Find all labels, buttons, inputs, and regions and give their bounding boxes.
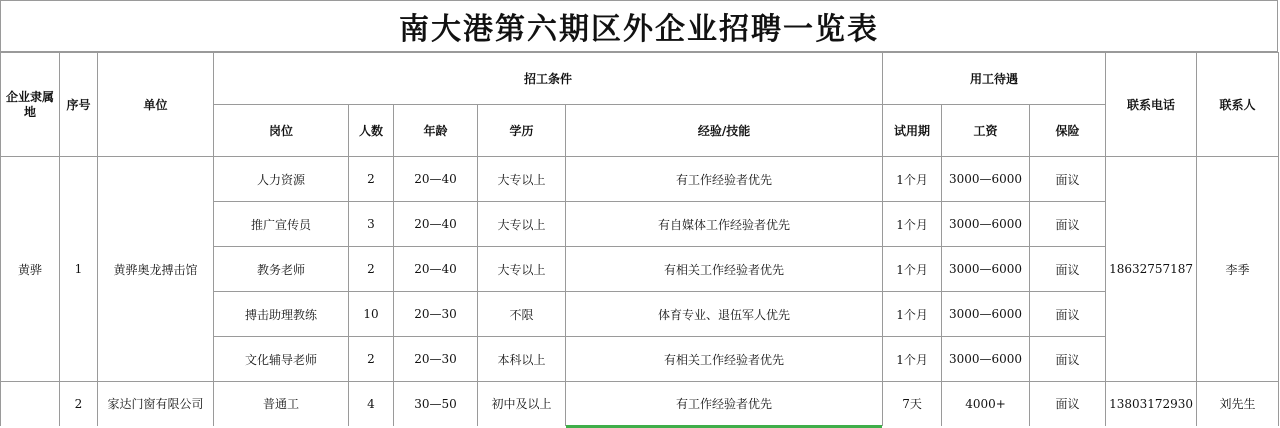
age-cell: 20—40: [394, 157, 478, 202]
count-cell: 3: [349, 202, 394, 247]
experience-cell: 有自媒体工作经验者优先: [566, 202, 883, 247]
phone-cell: 13803172930: [1106, 382, 1197, 426]
position-cell: 搏击助理教练: [214, 292, 349, 337]
insurance-cell: 面议: [1030, 157, 1106, 202]
unit-cell: 家达门窗有限公司: [98, 382, 214, 426]
region-cell-empty: [1, 382, 60, 426]
header-phone: 联系电话: [1106, 53, 1197, 157]
position-cell: 推广宣传员: [214, 202, 349, 247]
salary-cell: 3000—6000: [942, 337, 1030, 382]
experience-cell: 有相关工作经验者优先: [566, 337, 883, 382]
probation-cell: 1个月: [883, 157, 942, 202]
position-cell: 人力资源: [214, 157, 349, 202]
header-region: 企业隶属地: [1, 53, 60, 157]
experience-cell: 有相关工作经验者优先: [566, 247, 883, 292]
position-cell: 文化辅导老师: [214, 337, 349, 382]
header-unit: 单位: [98, 53, 214, 157]
age-cell: 20—40: [394, 202, 478, 247]
salary-cell: 3000—6000: [942, 292, 1030, 337]
probation-cell: 7天: [883, 382, 942, 426]
salary-cell: 3000—6000: [942, 157, 1030, 202]
table-row: [1, 157, 1279, 202]
count-cell: 4: [349, 382, 394, 426]
region-cell: 黄骅: [1, 157, 60, 382]
contact-cell: 李季: [1197, 157, 1279, 382]
experience-cell: 有工作经验者优先: [566, 157, 883, 202]
unit-cell: 黄骅奥龙搏击馆: [98, 157, 214, 382]
education-cell: 不限: [478, 292, 566, 337]
age-cell: 20—40: [394, 247, 478, 292]
header-seq: 序号: [60, 53, 98, 157]
probation-cell: 1个月: [883, 292, 942, 337]
phone-cell: 18632757187: [1106, 157, 1197, 382]
probation-cell: 1个月: [883, 247, 942, 292]
insurance-cell: 面议: [1030, 202, 1106, 247]
age-cell: 20—30: [394, 292, 478, 337]
recruitment-table: [0, 52, 1279, 426]
education-cell: 大专以上: [478, 157, 566, 202]
insurance-cell: 面议: [1030, 247, 1106, 292]
header-position: 岗位: [214, 105, 349, 157]
header-treatment: 用工待遇: [883, 53, 1106, 105]
header-contact: 联系人: [1197, 53, 1279, 157]
header-salary: 工资: [942, 105, 1030, 157]
count-cell: 2: [349, 337, 394, 382]
seq-cell: 1: [60, 157, 98, 382]
header-count: 人数: [349, 105, 394, 157]
insurance-cell: 面议: [1030, 337, 1106, 382]
experience-cell: 体育专业、退伍军人优先: [566, 292, 883, 337]
probation-cell: 1个月: [883, 202, 942, 247]
sheet-title: 南大港第六期区外企业招聘一览表: [0, 0, 1278, 52]
experience-cell: 有工作经验者优先: [566, 382, 883, 426]
contact-cell: 刘先生: [1197, 382, 1279, 426]
insurance-cell: 面议: [1030, 292, 1106, 337]
salary-cell: 4000+: [942, 382, 1030, 426]
education-cell: 本科以上: [478, 337, 566, 382]
position-cell: 教务老师: [214, 247, 349, 292]
age-cell: 20—30: [394, 337, 478, 382]
header-age: 年龄: [394, 105, 478, 157]
header-probation: 试用期: [883, 105, 942, 157]
count-cell: 10: [349, 292, 394, 337]
education-cell: 初中及以上: [478, 382, 566, 426]
education-cell: 大专以上: [478, 247, 566, 292]
education-cell: 大专以上: [478, 202, 566, 247]
header-insurance: 保险: [1030, 105, 1106, 157]
salary-cell: 3000—6000: [942, 247, 1030, 292]
age-cell: 30—50: [394, 382, 478, 426]
header-experience: 经验/技能: [566, 105, 883, 157]
count-cell: 2: [349, 157, 394, 202]
header-conditions: 招工条件: [214, 53, 883, 105]
probation-cell: 1个月: [883, 337, 942, 382]
count-cell: 2: [349, 247, 394, 292]
insurance-cell: 面议: [1030, 382, 1106, 426]
seq-cell: 2: [60, 382, 98, 426]
salary-cell: 3000—6000: [942, 202, 1030, 247]
table-row: [1, 382, 1279, 426]
header-education: 学历: [478, 105, 566, 157]
position-cell: 普通工: [214, 382, 349, 426]
